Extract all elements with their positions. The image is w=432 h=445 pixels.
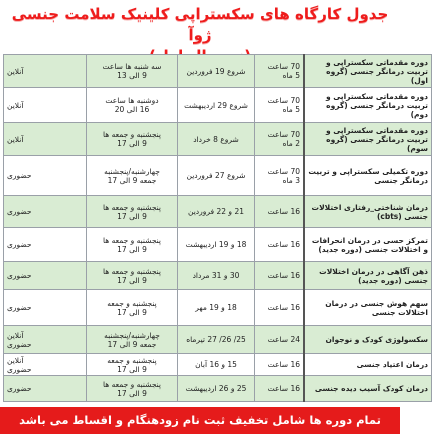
- course-name-cell: سهم هوش جنسی در درمان اختلالات جنسی: [304, 290, 432, 326]
- table-row: [4, 196, 432, 228]
- course-name-cell: سکسولوژی کودک و نوجوان: [304, 326, 432, 354]
- course-hours-cell: 70 ساعت 5 ماه: [255, 55, 305, 88]
- course-hours-cell: 16 ساعت: [255, 262, 305, 290]
- course-mode-cell: آنلاین حضوری: [4, 326, 87, 354]
- course-name-cell: دوره مقدماتی سکستراپی و تربیت درمانگر جنسی (گروه سوم): [304, 123, 432, 156]
- course-mode-cell: آنلاین حضوری: [4, 354, 87, 376]
- discount-banner: تمام دوره ها شامل تخفیف ثبت نام زودهنگام و اقساط می باشد: [0, 407, 400, 434]
- workshop-table: [3, 54, 432, 402]
- course-start-cell: 25/ 26/ 27 تیرماه: [178, 326, 255, 354]
- course-days-cell: پنجشنبه و جمعه ها 9 الی 17: [87, 228, 178, 262]
- course-days-cell: پنجشنبه و جمعه ها 9 الی 17: [87, 376, 178, 402]
- course-days-cell: دوشنبه ها ساعت 16 الی 20: [87, 88, 178, 123]
- course-hours-cell: 16 ساعت: [255, 290, 305, 326]
- course-days-cell: پنجشنبه و جمعه 9 الی 17: [87, 354, 178, 376]
- course-start-cell: 18 و 19 اردیبهشت: [178, 228, 255, 262]
- course-days-cell: چهارشنبه/پنجشنبه جمعه 9 الی 17: [87, 156, 178, 196]
- course-name-cell: دوره مقدماتی سکستراپی و تربیت درمانگر جنسی (گروه دوم): [304, 88, 432, 123]
- course-start-cell: 21 و 22 فروردین: [178, 196, 255, 228]
- table-row: [4, 88, 432, 123]
- course-mode-cell: آنلاین: [4, 55, 87, 88]
- course-hours-cell: 16 ساعت: [255, 228, 305, 262]
- course-name-cell: درمان شناختی_رفتاری اختلالات جنسی (cbts): [304, 196, 432, 228]
- course-mode-cell: حضوری: [4, 196, 87, 228]
- course-days-cell: پنجشنبه و جمعه ها 9 الی 17: [87, 196, 178, 228]
- course-mode-cell: حضوری: [4, 376, 87, 402]
- course-days-cell: چهارشنبه/پنجشنبه جمعه 9 الی 17: [87, 326, 178, 354]
- table-row: [4, 262, 432, 290]
- course-name-cell: ذهن آگاهی در درمان اختلالات جنسی (دوره جدید): [304, 262, 432, 290]
- course-name-cell: تمرکز حسی در درمان انحرافات و اختلالات جنسی (دوره جدید): [304, 228, 432, 262]
- table-row: [4, 376, 432, 402]
- table-row: [4, 55, 432, 88]
- course-mode-cell: آنلاین: [4, 88, 87, 123]
- table-row: [4, 123, 432, 156]
- course-days-cell: سه شنبه ها ساعت 9 الی 13: [87, 55, 178, 88]
- course-hours-cell: 16 ساعت: [255, 196, 305, 228]
- course-hours-cell: 70 ساعت 3 ماه: [255, 156, 305, 196]
- course-name-cell: دوره تکمیلی سکستراپی و تربیت درمانگر جنسی: [304, 156, 432, 196]
- course-days-cell: پنجشنبه و جمعه 9 الی 17: [87, 290, 178, 326]
- course-days-cell: پنجشنبه و جمعه ها 9 الی 17: [87, 262, 178, 290]
- course-name-cell: دوره مقدماتی سکستراپی و تربیت درمانگر جنسی (گروه اول): [304, 55, 432, 88]
- course-hours-cell: 24 ساعت: [255, 326, 305, 354]
- course-start-cell: 18 و 19 مهر: [178, 290, 255, 326]
- course-name-cell: درمان کودک آسیب دیده جنسی: [304, 376, 432, 402]
- table-row: [4, 290, 432, 326]
- course-name-cell: درمان اعتیاد جنسی: [304, 354, 432, 376]
- table-row: [4, 354, 432, 376]
- course-days-cell: پنجشنبه و جمعه ها 9 الی 17: [87, 123, 178, 156]
- course-mode-cell: حضوری: [4, 156, 87, 196]
- course-hours-cell: 70 ساعت 5 ماه: [255, 88, 305, 123]
- title-line-1: جدول کارگاه های سکستراپی کلینیک سلامت جنسی ژوآ: [11, 5, 389, 44]
- course-start-cell: 15 و 16 آبان: [178, 354, 255, 376]
- course-mode-cell: حضوری: [4, 228, 87, 262]
- course-mode-cell: آنلاین: [4, 123, 87, 156]
- course-mode-cell: حضوری: [4, 290, 87, 326]
- course-start-cell: 25 و 26 اردیبهشت: [178, 376, 255, 402]
- course-start-cell: شروع 19 فروردین: [178, 55, 255, 88]
- course-start-cell: شروع 27 فروردین: [178, 156, 255, 196]
- course-hours-cell: 70 ساعت 2 ماه: [255, 123, 305, 156]
- table-row: [4, 156, 432, 196]
- table-row: [4, 228, 432, 262]
- course-mode-cell: حضوری: [4, 262, 87, 290]
- course-start-cell: 30 و 31 مرداد: [178, 262, 255, 290]
- course-hours-cell: 16 ساعت: [255, 354, 305, 376]
- course-hours-cell: 16 ساعت: [255, 376, 305, 402]
- table-row: [4, 326, 432, 354]
- course-start-cell: شروع 29 اردیبهشت: [178, 88, 255, 123]
- course-start-cell: شروع 8 خرداد: [178, 123, 255, 156]
